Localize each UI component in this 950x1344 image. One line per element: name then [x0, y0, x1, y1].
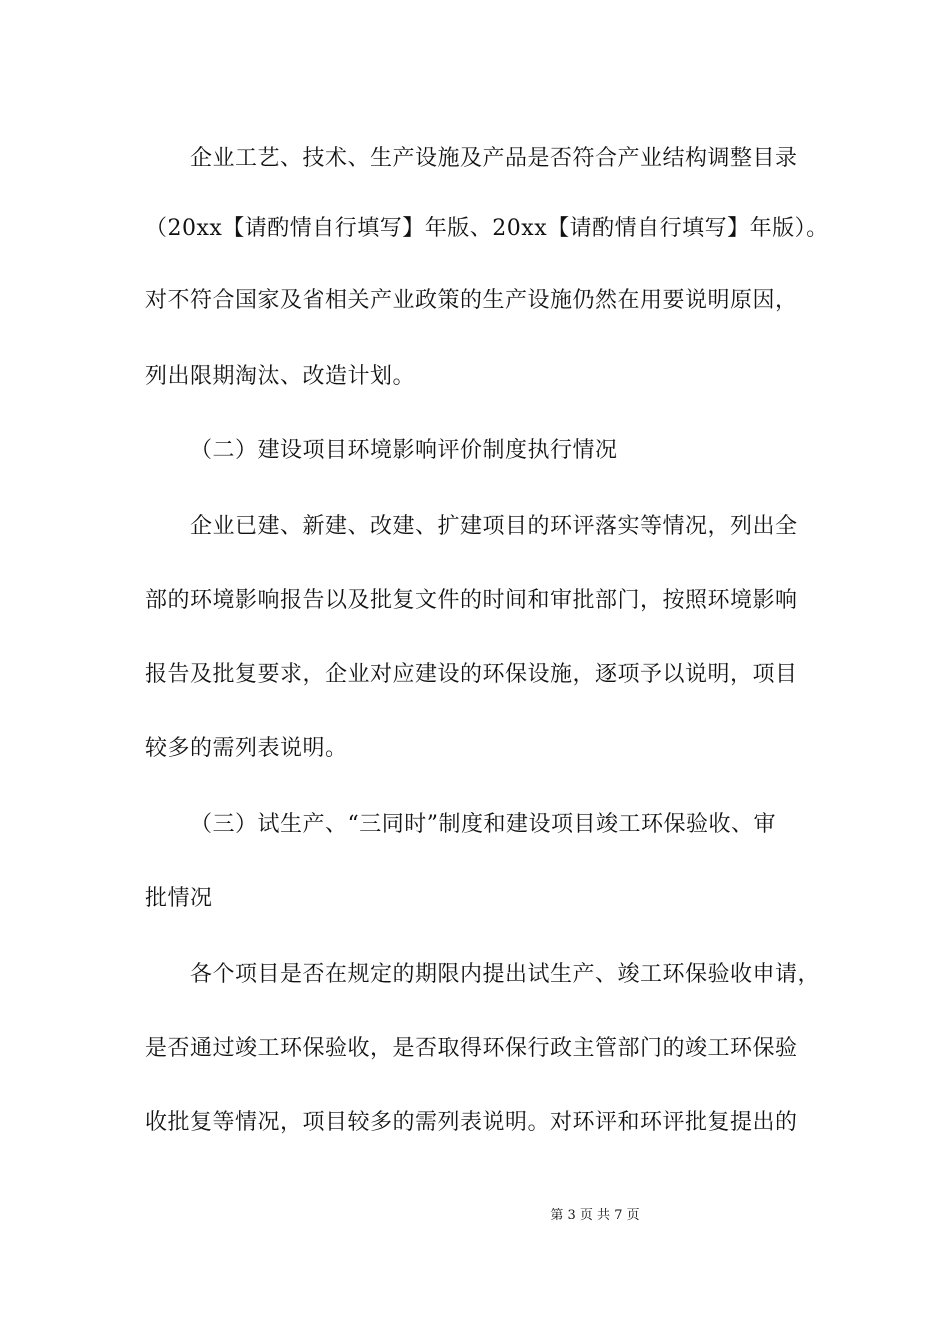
paragraph-line: 收批复等情况，项目较多的需列表说明。对环评和环评批复提出的: [145, 1110, 798, 1135]
section-heading-continued: 批情况: [145, 886, 213, 911]
section-heading: （三）试生产、“三同时”制度和建设项目竣工环保验收、审: [190, 812, 776, 837]
paragraph-line: 各个项目是否在规定的期限内提出试生产、竣工环保验收申请，: [190, 962, 821, 987]
paragraph-line: 企业工艺、技术、生产设施及产品是否符合产业结构调整目录: [190, 146, 798, 171]
paragraph-line: 较多的需列表说明。: [145, 736, 348, 761]
paragraph-line: 部的环境影响报告以及批复文件的时间和审批部门，按照环境影响: [145, 588, 798, 613]
paragraph-line: （20xx【请酌情自行填写】年版、20xx【请酌情自行填写】年版）。: [145, 216, 829, 241]
page-number-footer: 第 3 页 共 7 页: [550, 1208, 640, 1223]
paragraph-line: 列出限期淘汰、改造计划。: [145, 364, 416, 389]
paragraph-line: 是否通过竣工环保验收，是否取得环保行政主管部门的竣工环保验: [145, 1036, 798, 1061]
paragraph-line: 报告及批复要求，企业对应建设的环保设施，逐项予以说明，项目: [145, 662, 798, 687]
paragraph-line: 对不符合国家及省相关产业政策的生产设施仍然在用要说明原因，: [145, 288, 798, 313]
paragraph-line: 企业已建、新建、改建、扩建项目的环评落实等情况，列出全: [190, 514, 798, 539]
section-heading: （二）建设项目环境影响评价制度执行情况: [190, 438, 618, 463]
